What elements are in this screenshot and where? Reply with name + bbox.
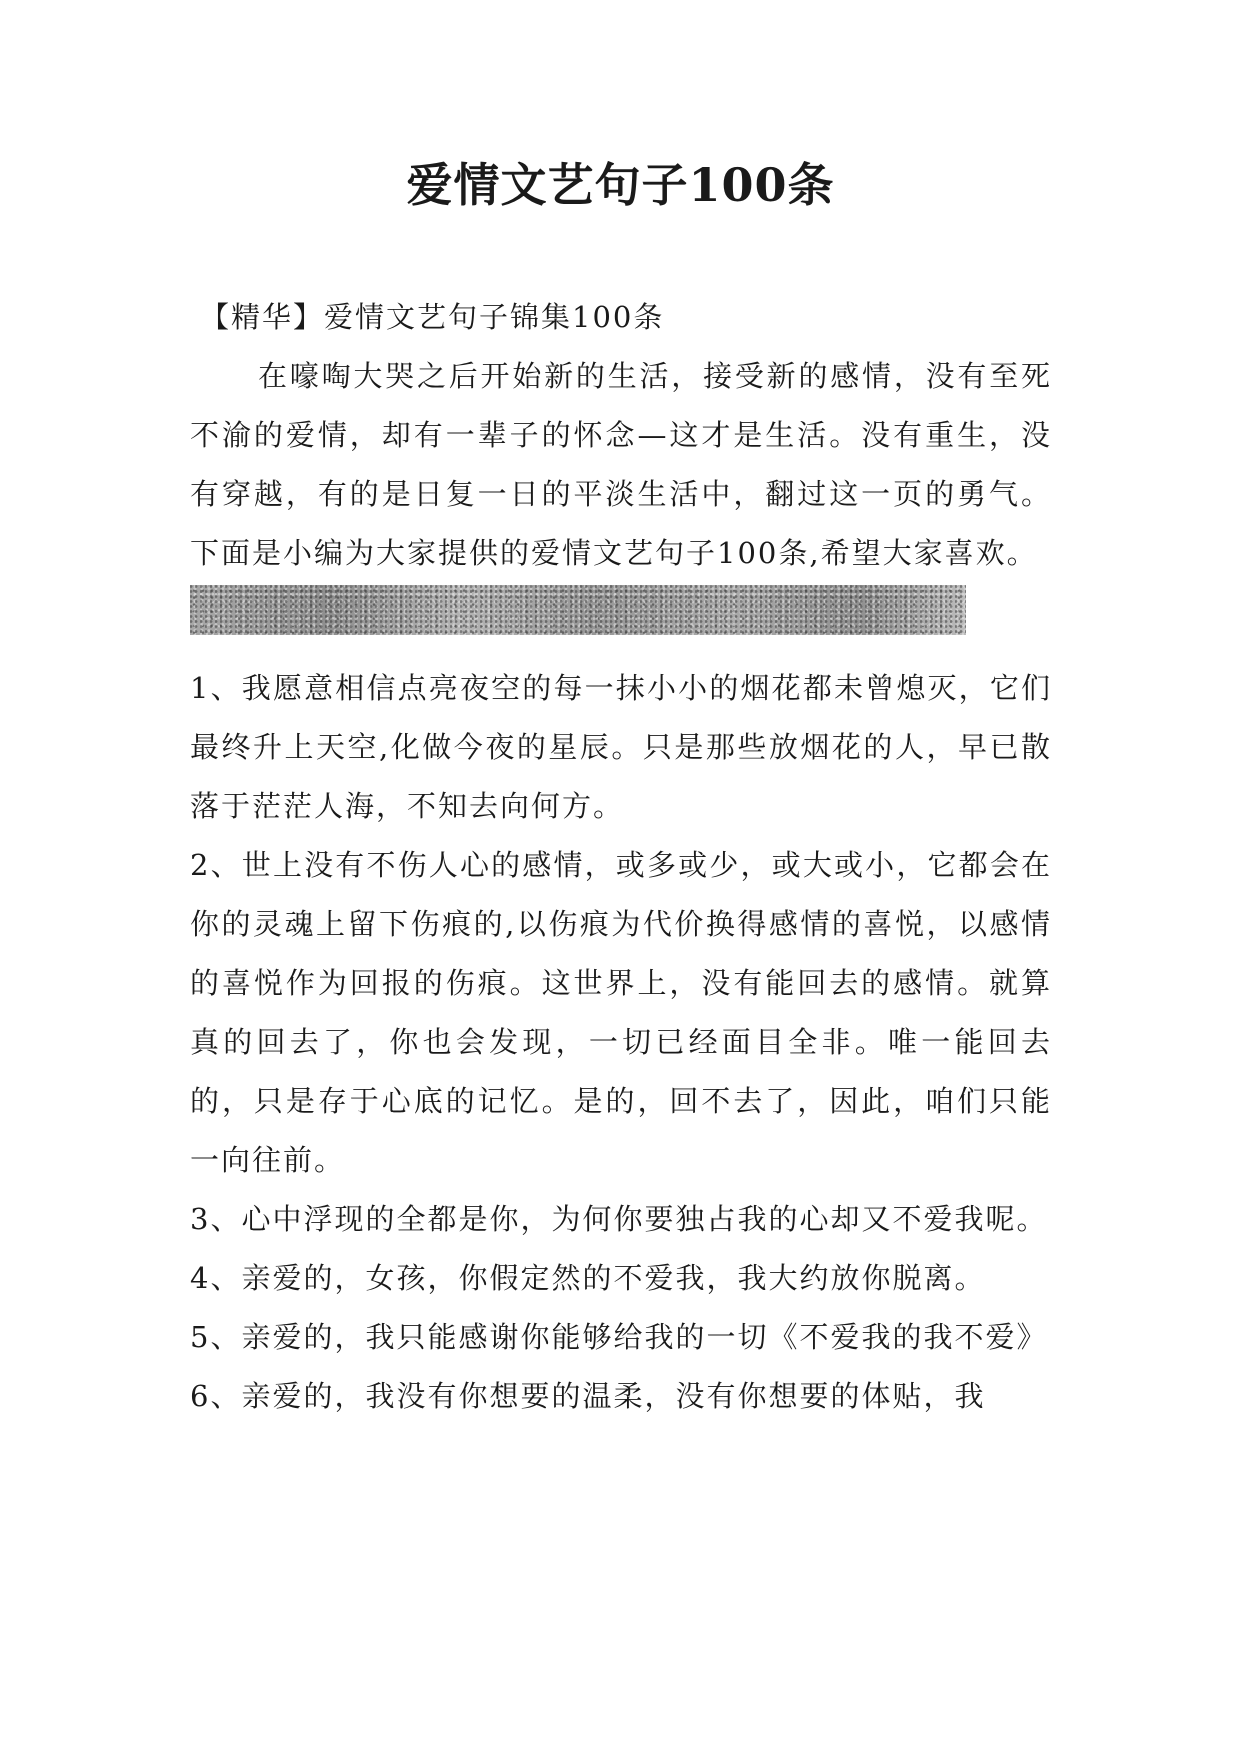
list-item: 5、亲爱的，我只能感谢你能够给我的一切《不爱我的我不爱》 — [190, 1320, 1048, 1354]
list-item: 4、亲爱的，女孩，你假定然的不爱我，我大约放你脱离。 — [190, 1261, 986, 1295]
list-item: 6、亲爱的，我没有你想要的温柔，没有你想要的体贴，我 — [190, 1379, 986, 1413]
list-item: 2、世上没有不伤人心的感情，或多或少，或大或小，它都会在你的灵魂上留下伤痕的,以伤痕为代价换得感情的喜悦，以感情的喜悦作为回报的伤痕。这世界上，没有能回去的感情。就算真的回去了，你也会发现，一切已经面目全非。唯一能回去的，只是存于心底的记忆。是的，回不去了，因此，咱们只能一向往前。 — [190, 848, 1052, 1177]
document-subtitle: 【精华】爱情文艺句子锦集100条 — [200, 300, 665, 334]
document-title: 爱情文艺句子100条 — [406, 158, 835, 212]
list-item: 3、心中浮现的全都是你，为何你要独占我的心却又不爱我呢。 — [190, 1202, 1048, 1236]
list-item: 1、我愿意相信点亮夜空的每一抹小小的烟花都未曾熄灭，它们最终升上天空,化做今夜的星辰。只是那些放烟花的人，早已散落于茫茫人海，不知去向何方。 — [190, 671, 1052, 823]
decorative-texture-image — [190, 585, 966, 635]
document-body — [190, 288, 1052, 1426]
intro-paragraph: 在嚎啕大哭之后开始新的生活，接受新的感情，没有至死不渝的爱情，却有一辈子的怀念—这才是生活。没有重生，没有穿越，有的是日复一日的平淡生活中，翻过这一页的勇气。下面是小编为大家提供的爱情文艺句子100条,希望大家喜欢。 — [190, 359, 1052, 570]
